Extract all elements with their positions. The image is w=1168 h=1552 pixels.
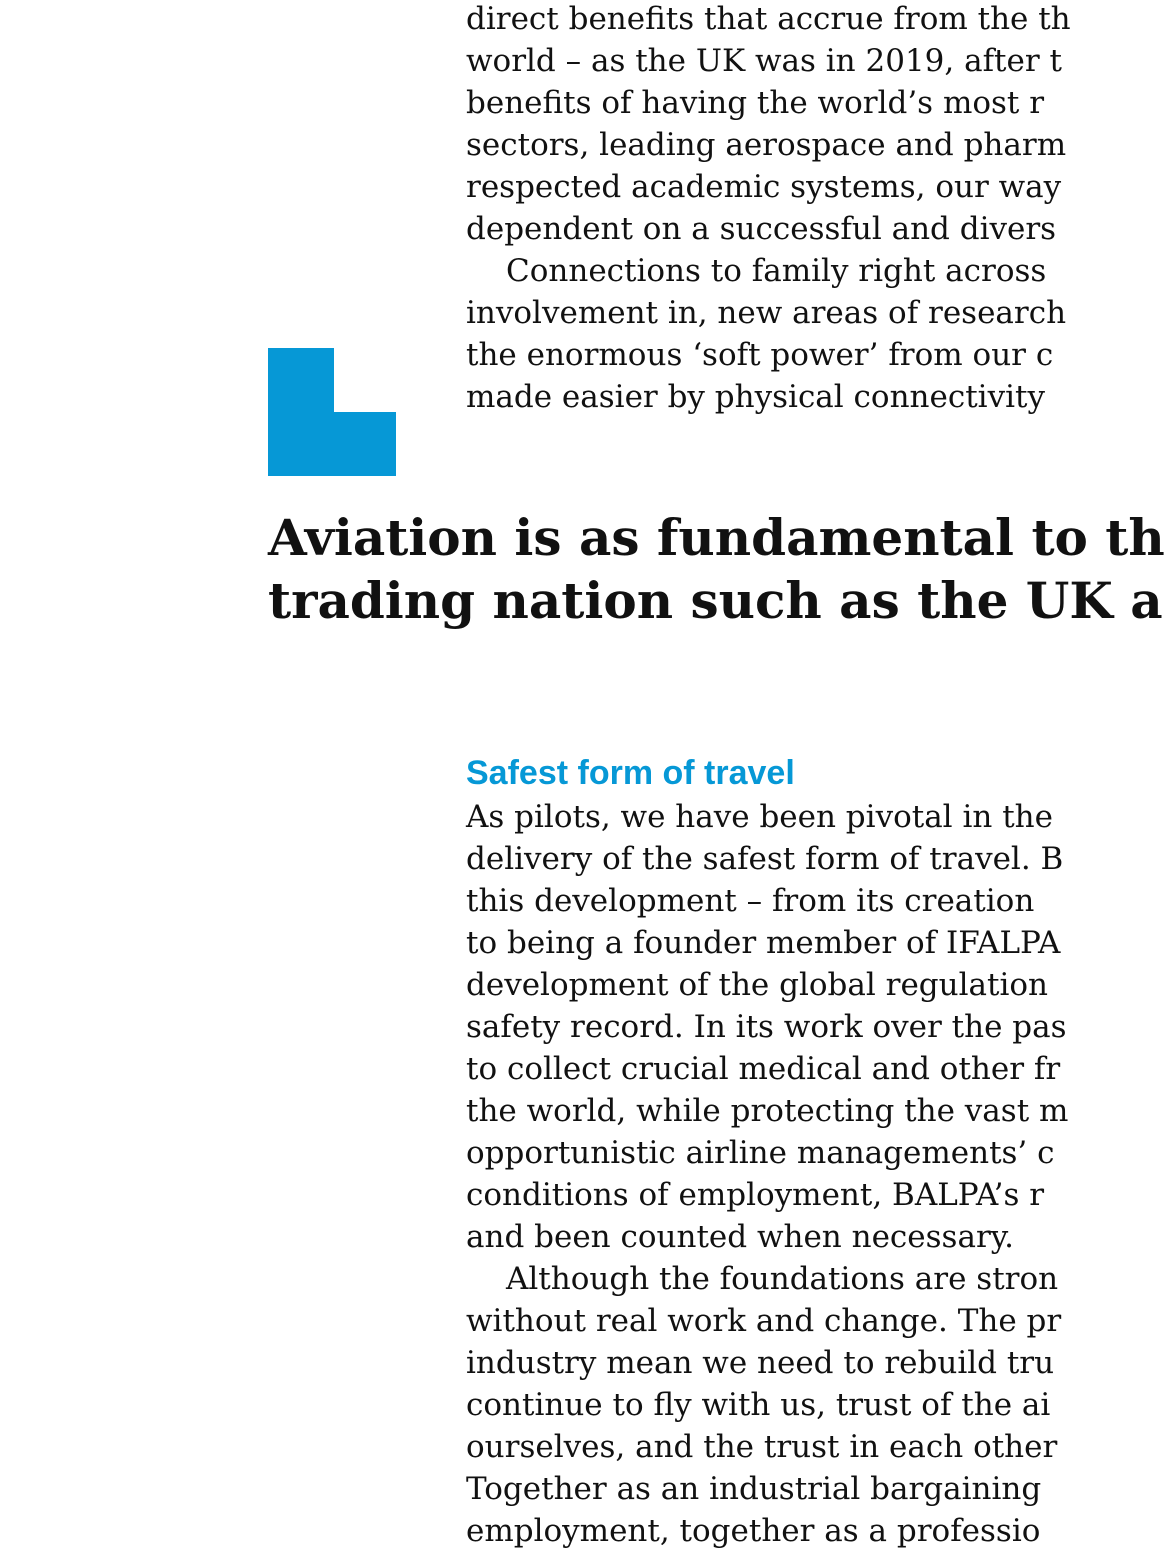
body-text-line: industry mean we need to rebuild tru: [466, 1345, 1055, 1381]
body-text-line: without real work and change. The pr: [466, 1303, 1062, 1339]
body-text-line: to collect crucial medical and other fr: [466, 1051, 1061, 1087]
intro-paragraphs: [466, 0, 1166, 418]
pull-quote-line: Aviation is as fundamental to th: [268, 508, 1165, 567]
body-text-line: safety record. In its work over the pas: [466, 1009, 1067, 1045]
body-text-line: to being a founder member of IFALPA: [466, 925, 1061, 961]
body-text-line: world – as the UK was in 2019, after t: [466, 43, 1062, 79]
body-text-line: opportunistic airline managements’ c: [466, 1135, 1055, 1171]
body-text-line: made easier by physical connectivity: [466, 379, 1045, 415]
body-text-line: ourselves, and the trust in each other: [466, 1429, 1058, 1465]
body-text-line: the enormous ‘soft power’ from our c: [466, 337, 1054, 373]
pull-quote: [268, 506, 1168, 632]
body-text-line: dependent on a successful and divers: [466, 211, 1057, 247]
body-text-line: direct benefits that accrue from the th: [466, 1, 1071, 37]
body-text-line: As pilots, we have been pivotal in the: [466, 799, 1053, 835]
section-heading: Safest form of travel: [466, 754, 795, 792]
pull-quote-mark-horizontal: [268, 412, 396, 476]
body-text-line: conditions of employment, BALPA’s r: [466, 1177, 1045, 1213]
body-text-line: Together as an industrial bargaining: [466, 1471, 1042, 1507]
body-text-line: Connections to family right across: [506, 253, 1047, 289]
body-text-line: delivery of the safest form of travel. B: [466, 841, 1064, 877]
safety-paragraphs: [466, 796, 1166, 1552]
body-text-line: respected academic systems, our way: [466, 169, 1062, 205]
body-text-line: involvement in, new areas of research: [466, 295, 1067, 331]
body-text-line: sectors, leading aerospace and pharm: [466, 127, 1067, 163]
body-text-line: benefits of having the world’s most r: [466, 85, 1045, 121]
body-text-line: this development – from its creation: [466, 883, 1035, 919]
pull-quote-line: trading nation such as the UK a: [268, 571, 1163, 630]
body-text-line: Although the foundations are stron: [506, 1261, 1059, 1297]
body-text-line: the world, while protecting the vast m: [466, 1093, 1069, 1129]
body-text-line: development of the global regulation: [466, 967, 1048, 1003]
body-text-line: continue to fly with us, trust of the ai: [466, 1387, 1051, 1423]
body-text-line: employment, together as a professio: [466, 1513, 1041, 1549]
body-text-line: and been counted when necessary.: [466, 1219, 1015, 1255]
